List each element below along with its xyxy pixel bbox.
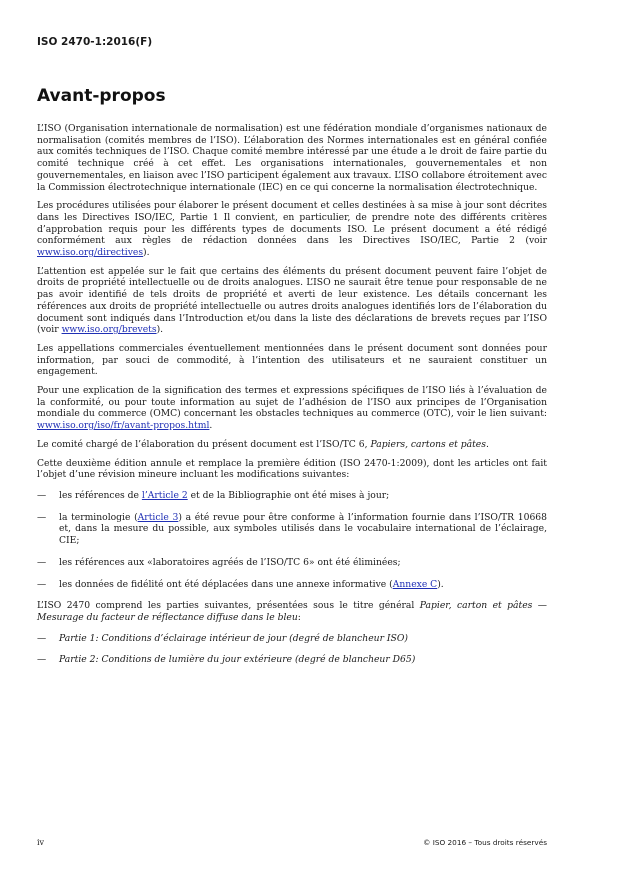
list-item [37,490,547,502]
document-page [37,0,585,876]
paragraph-edition: Cette deuxième édition annule et remplace la première édition (ISO 2470-1:2009), dont les articles ont fait l’objet d’une révision mineure incluant les modifications suivantes: [37,457,547,481]
page-title: Avant-propos [37,86,166,106]
dash-bullet: — [37,632,47,644]
general-title: Papier, carton et pâtes — Mesurage du facteur de réflectance diffuse dans le bleu [37,600,547,623]
list-item-text [59,579,547,591]
paragraph-committee-end: . [485,438,489,450]
paragraph-patents [37,266,547,336]
paragraph-procedures-text: Les procédures utilisées pour élaborer le présent document et celles destinées à sa mise à jour sont décrites dans les Directives ISO/IEC, Partie 1 Il convient, en particulier, de prendre note des différents critères d’approbation requis pour les différents types de documents ISO. Le présent document a été rédigé conformément aux règles de rédaction données dans les Directives ISO/IEC, Partie 2 (voir [37,200,547,247]
dash-bullet: — [37,578,47,590]
paragraph-procedures [37,200,547,259]
dash-bullet: — [37,489,47,501]
list-item [37,512,547,547]
page-number: iv [37,838,45,847]
dash-bullet: — [37,511,47,523]
list-item-text-pre: les références de [59,489,142,501]
list-item-text-post: et de la Bibliographie ont été mises à jour; [187,489,390,501]
paragraph-iso-intro: L’ISO (Organisation internationale de normalisation) est une fédération mondiale d’organismes nationaux de normalisation (comités membres de l’ISO). L’élaboration des Normes internationales est en général confiée aux comités techniques de l’ISO. Chaque comité membre intéressé par une étude a le droit de faire partie du comité technique créé à cet effet. Les organisations internationales, gouvernementales et non gouvernementales, en liaison avec l’ISO participent également aux travaux. L’ISO collabore étroitement avec la Commission électrotechnique internationale (IEC) en ce qui concerne la normalisation électrotechnique. [37,123,547,193]
paragraph-parts [37,600,547,623]
directives-link[interactable]: www.iso.org/directives [37,247,144,259]
dash-bullet: — [37,654,47,666]
paragraph-patents-end: ). [156,324,164,336]
dash-bullet: — [37,556,47,568]
paragraph-conformity [37,385,547,432]
page-footer [37,838,547,847]
article-3-link[interactable]: Article 3 [137,511,179,523]
paragraph-patents-text: L’attention est appelée sur le fait que certains des éléments du présent document peuvent faire l’objet de droits de propriété intellectuelle ou de droits analogues. L’ISO ne saurait être tenue pour responsable de ne pas avoir identifié de tels droits de propriété et averti de leur existence. Les détails concernant les références aux droits de propriété intellectuelle ou autres droits analogues identifiés lors de l’élaboration du document sont indiqués dans l’Introduction et/ou dans la liste des déclarations de brevets reçues par l’ISO (voir [37,265,547,336]
foreword-link[interactable]: www.iso.org/iso/fr/avant-propos.html [37,420,210,432]
annex-c-link[interactable]: Annexe C [392,578,438,590]
body-text [37,123,547,676]
list-item [37,579,547,591]
paragraph-committee-text: Le comité chargé de l’élaboration du présent document est l’ISO/TC 6, [37,438,371,450]
patents-link[interactable]: www.iso.org/brevets [61,324,157,336]
paragraph-procedures-end: ). [143,247,150,259]
list-item-text-post: ) a été revue pour être conforme à l’information fournie dans l’ISO/TR 10668 et, dans la mesure du possible, aux symboles utilisés dans le vocabulaire international de l’éclairage, CIE; [59,511,547,547]
part-1-title: Partie 1: Conditions d’éclairage intérieur de jour (degré de blancheur ISO) [59,632,408,644]
part-2-title: Partie 2: Conditions de lumière du jour extérieure (degré de blancheur D65) [59,654,416,666]
list-item [37,557,547,569]
list-item [37,654,547,666]
paragraph-trade-names: Les appellations commerciales éventuellement mentionnées dans le présent document sont données pour information, par souci de commodité, à l’intention des utilisateurs et ne sauraient constituer un engagement. [37,342,547,378]
paragraph-parts-end: : [297,611,301,623]
list-item [37,633,547,645]
paragraph-committee [37,439,547,451]
list-item-text [59,490,547,502]
list-item-text-post: ). [437,578,444,590]
list-item-text-pre: la terminologie ( [59,511,138,523]
paragraph-parts-text: L’ISO 2470 comprend les parties suivantes, présentées sous le titre général [37,600,420,612]
committee-name: Papiers, cartons et pâtes [370,438,486,450]
document-id-header: ISO 2470-1:2016(F) [37,36,153,48]
list-item-text [59,512,547,547]
list-item-text-pre: les données de fidélité ont été déplacées dans une annexe informative ( [59,578,393,590]
paragraph-conformity-text: Pour une explication de la signification des termes et expressions spécifiques de l’ISO liés à l’évaluation de la conformité, ou pour toute information au sujet de l’adhésion de l’ISO aux principes de l’Organisation mondiale du commerce (OMC) concernant les obstacles techniques au commerce (OTC), voir le lien suivant: [37,385,547,420]
article-2-link[interactable]: l’Article 2 [141,489,188,501]
list-item-text: les références aux «laboratoires agréés de l’ISO/TC 6» ont été éliminées; [59,556,401,568]
copyright-notice: © ISO 2016 – Tous droits réservés [423,838,547,847]
paragraph-conformity-end: . [209,420,213,432]
